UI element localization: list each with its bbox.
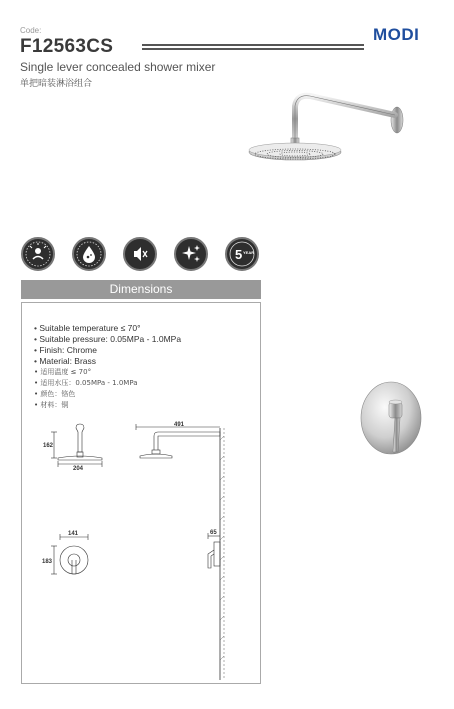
water-saving-icon (21, 237, 55, 271)
feature-icons-row (21, 237, 261, 271)
product-name-cn: 单把暗装淋浴组合 (20, 79, 93, 89)
dimensions-heading: Dimensions (21, 280, 261, 299)
spec-pressure: • Suitable pressure: 0.05MPa - 1.0MPa (34, 334, 181, 345)
dim-head-height: 162 (43, 443, 54, 449)
dim-mixer-depth: 65 (210, 530, 217, 536)
low-noise-icon (123, 237, 157, 271)
dim-arm-length: 491 (174, 422, 185, 428)
anti-limescale-icon (72, 237, 106, 271)
spec-material-cn: • 材料：铜 (34, 400, 181, 411)
shower-head-front-drawing (51, 424, 102, 467)
spec-material: • Material: Brass (34, 356, 181, 367)
easy-clean-icon (174, 237, 208, 271)
specifications-list (34, 323, 181, 411)
dim-head-diameter: 204 (73, 466, 84, 472)
spec-temperature-cn: • 适用温度 ≤ 70° (34, 367, 181, 378)
mixer-plate-front-drawing (51, 534, 88, 574)
dim-plate-height: 183 (42, 559, 53, 565)
concealed-mixer-image (355, 378, 430, 468)
spec-temperature: • Suitable temperature ≤ 70° (34, 323, 181, 334)
model-code: F12563CS (20, 36, 114, 57)
spec-finish-cn: • 颜色：铬色 (34, 389, 181, 400)
spec-pressure-cn: • 适用水压：0.05MPa - 1.0MPa (34, 378, 181, 389)
title-divider (142, 44, 364, 50)
brand-logo: MODI (373, 25, 420, 44)
mixer-side-drawing (208, 533, 220, 568)
code-label: Code: (20, 26, 42, 35)
warranty-text: YEAR (243, 250, 255, 255)
dim-plate-width: 141 (68, 531, 79, 537)
shower-head-image (245, 84, 410, 169)
warranty-5-year-icon (225, 237, 259, 271)
technical-drawings (40, 420, 240, 680)
warranty-number: 5 (235, 247, 243, 262)
product-name-en: Single lever concealed shower mixer (20, 60, 216, 74)
spec-finish: • Finish: Chrome (34, 345, 181, 356)
